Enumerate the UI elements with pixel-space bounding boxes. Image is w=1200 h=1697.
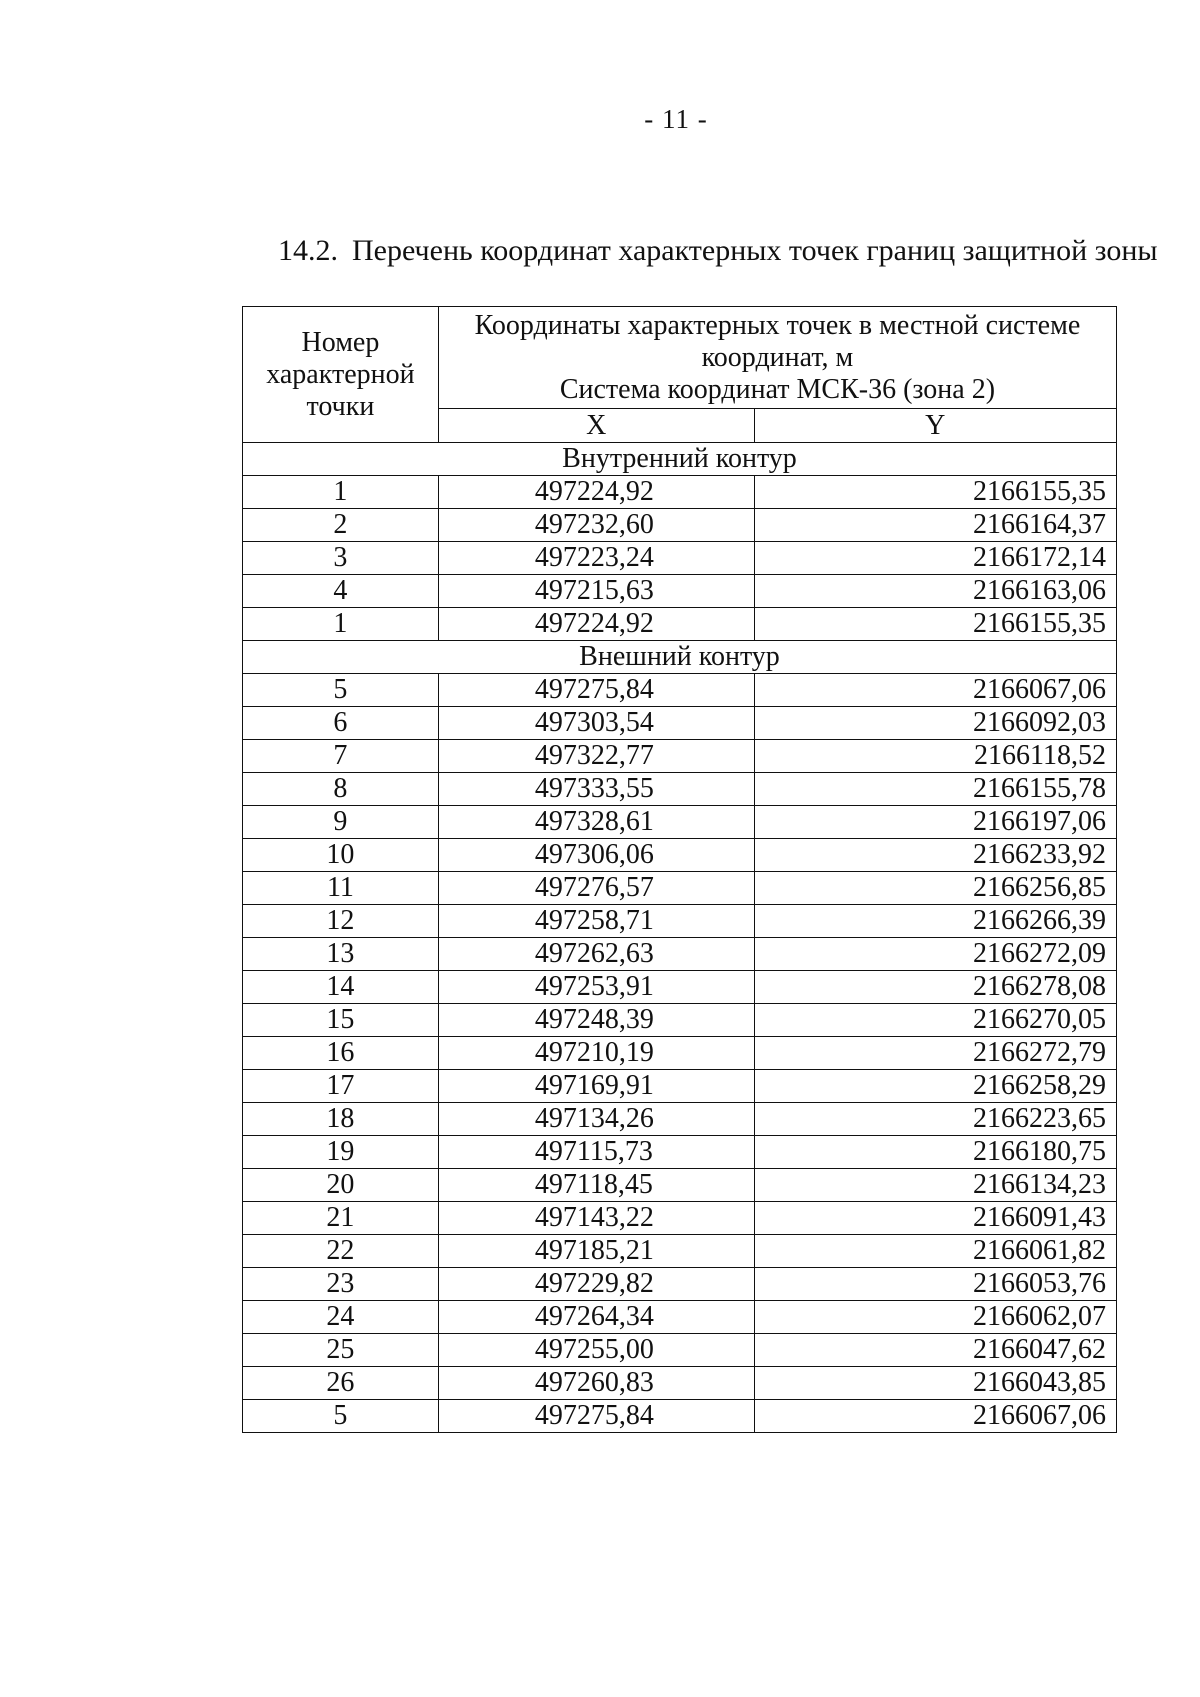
section-row: [243, 641, 1117, 674]
x-coordinate-cell: 497303,54: [438, 707, 754, 740]
table-row: [243, 1070, 1117, 1103]
y-coordinate-cell: 2166067,06: [754, 674, 1116, 707]
page-number: - 11 -: [644, 104, 708, 134]
y-coordinate-cell: 2166155,35: [754, 608, 1116, 641]
point-number-cell: 25: [243, 1334, 439, 1367]
point-number-cell: 9: [243, 806, 439, 839]
section-title: Перечень координат характерных точек границ защитной зоны: [352, 234, 1158, 267]
point-number-cell: 18: [243, 1103, 439, 1136]
y-coordinate-cell: 2166091,43: [754, 1202, 1116, 1235]
table-row: [243, 1235, 1117, 1268]
point-number-cell: 11: [243, 872, 439, 905]
table-row: [243, 1301, 1117, 1334]
point-number-cell: 6: [243, 707, 439, 740]
header-x: X: [438, 409, 754, 443]
table-row: [243, 1103, 1117, 1136]
table-row: [243, 1004, 1117, 1037]
table-row: [243, 1367, 1117, 1400]
point-number-cell: 22: [243, 1235, 439, 1268]
header-coordinates-line: Координаты характерных точек в местной системе: [474, 309, 1081, 341]
section-number: 14.2.: [278, 234, 338, 267]
x-coordinate-cell: 497275,84: [438, 1400, 754, 1433]
y-coordinate-cell: 2166278,08: [754, 971, 1116, 1004]
x-coordinate-cell: 497322,77: [438, 740, 754, 773]
x-coordinate-cell: 497169,91: [438, 1070, 754, 1103]
point-number-cell: 24: [243, 1301, 439, 1334]
section-row: [243, 443, 1117, 476]
table-row: [243, 1202, 1117, 1235]
table-row: [243, 872, 1117, 905]
x-coordinate-cell: 497248,39: [438, 1004, 754, 1037]
y-coordinate-cell: 2166197,06: [754, 806, 1116, 839]
y-coordinate-cell: 2166053,76: [754, 1268, 1116, 1301]
header-coordinates: [438, 307, 1116, 409]
table-row: [243, 839, 1117, 872]
x-coordinate-cell: 497262,63: [438, 938, 754, 971]
x-coordinate-cell: 497185,21: [438, 1235, 754, 1268]
point-number-cell: 16: [243, 1037, 439, 1070]
y-coordinate-cell: 2166272,79: [754, 1037, 1116, 1070]
x-coordinate-cell: 497224,92: [438, 476, 754, 509]
x-coordinate-cell: 497264,34: [438, 1301, 754, 1334]
y-coordinate-cell: 2166155,35: [754, 476, 1116, 509]
y-coordinate-cell: 2166067,06: [754, 1400, 1116, 1433]
x-coordinate-cell: 497143,22: [438, 1202, 754, 1235]
y-coordinate-cell: 2166233,92: [754, 839, 1116, 872]
point-number-cell: 12: [243, 905, 439, 938]
point-number-cell: 23: [243, 1268, 439, 1301]
table-row: [243, 1037, 1117, 1070]
y-coordinate-cell: 2166062,07: [754, 1301, 1116, 1334]
x-coordinate-cell: 497275,84: [438, 674, 754, 707]
point-number-cell: 14: [243, 971, 439, 1004]
y-coordinate-cell: 2166270,05: [754, 1004, 1116, 1037]
point-number-cell: 3: [243, 542, 439, 575]
table-row: [243, 1169, 1117, 1202]
x-coordinate-cell: 497210,19: [438, 1037, 754, 1070]
section-title-cell: Внешний контур: [243, 641, 1117, 674]
table-row: [243, 1400, 1117, 1433]
table-row: [243, 806, 1117, 839]
point-number-cell: 10: [243, 839, 439, 872]
table-body: [243, 443, 1117, 1433]
point-number-cell: 15: [243, 1004, 439, 1037]
point-number-cell: 5: [243, 674, 439, 707]
y-coordinate-cell: 2166180,75: [754, 1136, 1116, 1169]
table-row: [243, 1334, 1117, 1367]
x-coordinate-cell: 497118,45: [438, 1169, 754, 1202]
point-number-cell: 1: [243, 608, 439, 641]
header-point-number: [243, 307, 439, 443]
table-row: [243, 773, 1117, 806]
x-coordinate-cell: 497276,57: [438, 872, 754, 905]
y-coordinate-cell: 2166223,65: [754, 1103, 1116, 1136]
x-coordinate-cell: 497258,71: [438, 905, 754, 938]
point-number-cell: 1: [243, 476, 439, 509]
section-heading: [278, 234, 1158, 268]
x-coordinate-cell: 497306,06: [438, 839, 754, 872]
x-coordinate-cell: 497223,24: [438, 542, 754, 575]
header-coordinates-line: Система координат МСК-36 (зона 2): [559, 373, 996, 405]
y-coordinate-cell: 2166164,37: [754, 509, 1116, 542]
table-row: [243, 905, 1117, 938]
y-coordinate-cell: 2166256,85: [754, 872, 1116, 905]
point-number-cell: 5: [243, 1400, 439, 1433]
point-number-cell: 19: [243, 1136, 439, 1169]
y-coordinate-cell: 2166118,52: [754, 740, 1116, 773]
x-coordinate-cell: 497134,26: [438, 1103, 754, 1136]
y-coordinate-cell: 2166134,23: [754, 1169, 1116, 1202]
y-coordinate-cell: 2166043,85: [754, 1367, 1116, 1400]
point-number-cell: 17: [243, 1070, 439, 1103]
x-coordinate-cell: 497232,60: [438, 509, 754, 542]
table-row: [243, 476, 1117, 509]
table-row: [243, 575, 1117, 608]
y-coordinate-cell: 2166266,39: [754, 905, 1116, 938]
point-number-cell: 7: [243, 740, 439, 773]
x-coordinate-cell: 497229,82: [438, 1268, 754, 1301]
coordinates-table: [242, 306, 1117, 1433]
x-coordinate-cell: 497260,83: [438, 1367, 754, 1400]
y-coordinate-cell: 2166258,29: [754, 1070, 1116, 1103]
header-point-number-line: характерной: [266, 358, 415, 390]
x-coordinate-cell: 497115,73: [438, 1136, 754, 1169]
x-coordinate-cell: 497328,61: [438, 806, 754, 839]
point-number-cell: 8: [243, 773, 439, 806]
y-coordinate-cell: 2166092,03: [754, 707, 1116, 740]
header-point-number-line: точки: [306, 390, 375, 422]
x-coordinate-cell: 497224,92: [438, 608, 754, 641]
x-coordinate-cell: 497215,63: [438, 575, 754, 608]
table-row: [243, 707, 1117, 740]
point-number-cell: 13: [243, 938, 439, 971]
point-number-cell: 21: [243, 1202, 439, 1235]
point-number-cell: 26: [243, 1367, 439, 1400]
table-row: [243, 674, 1117, 707]
x-coordinate-cell: 497253,91: [438, 971, 754, 1004]
x-coordinate-cell: 497333,55: [438, 773, 754, 806]
x-coordinate-cell: 497255,00: [438, 1334, 754, 1367]
table-row: [243, 1136, 1117, 1169]
table-row: [243, 971, 1117, 1004]
section-title-cell: Внутренний контур: [243, 443, 1117, 476]
header-y: Y: [754, 409, 1116, 443]
y-coordinate-cell: 2166272,09: [754, 938, 1116, 971]
header-point-number-line: Номер: [301, 326, 380, 358]
table-row: [243, 740, 1117, 773]
y-coordinate-cell: 2166172,14: [754, 542, 1116, 575]
table-row: [243, 938, 1117, 971]
point-number-cell: 20: [243, 1169, 439, 1202]
point-number-cell: 2: [243, 509, 439, 542]
table-header: [243, 307, 1117, 443]
table-row: [243, 1268, 1117, 1301]
y-coordinate-cell: 2166163,06: [754, 575, 1116, 608]
table-row: [243, 509, 1117, 542]
point-number-cell: 4: [243, 575, 439, 608]
table-row: [243, 608, 1117, 641]
header-coordinates-line: координат, м: [701, 341, 854, 373]
table-row: [243, 542, 1117, 575]
y-coordinate-cell: 2166155,78: [754, 773, 1116, 806]
y-coordinate-cell: 2166061,82: [754, 1235, 1116, 1268]
y-coordinate-cell: 2166047,62: [754, 1334, 1116, 1367]
